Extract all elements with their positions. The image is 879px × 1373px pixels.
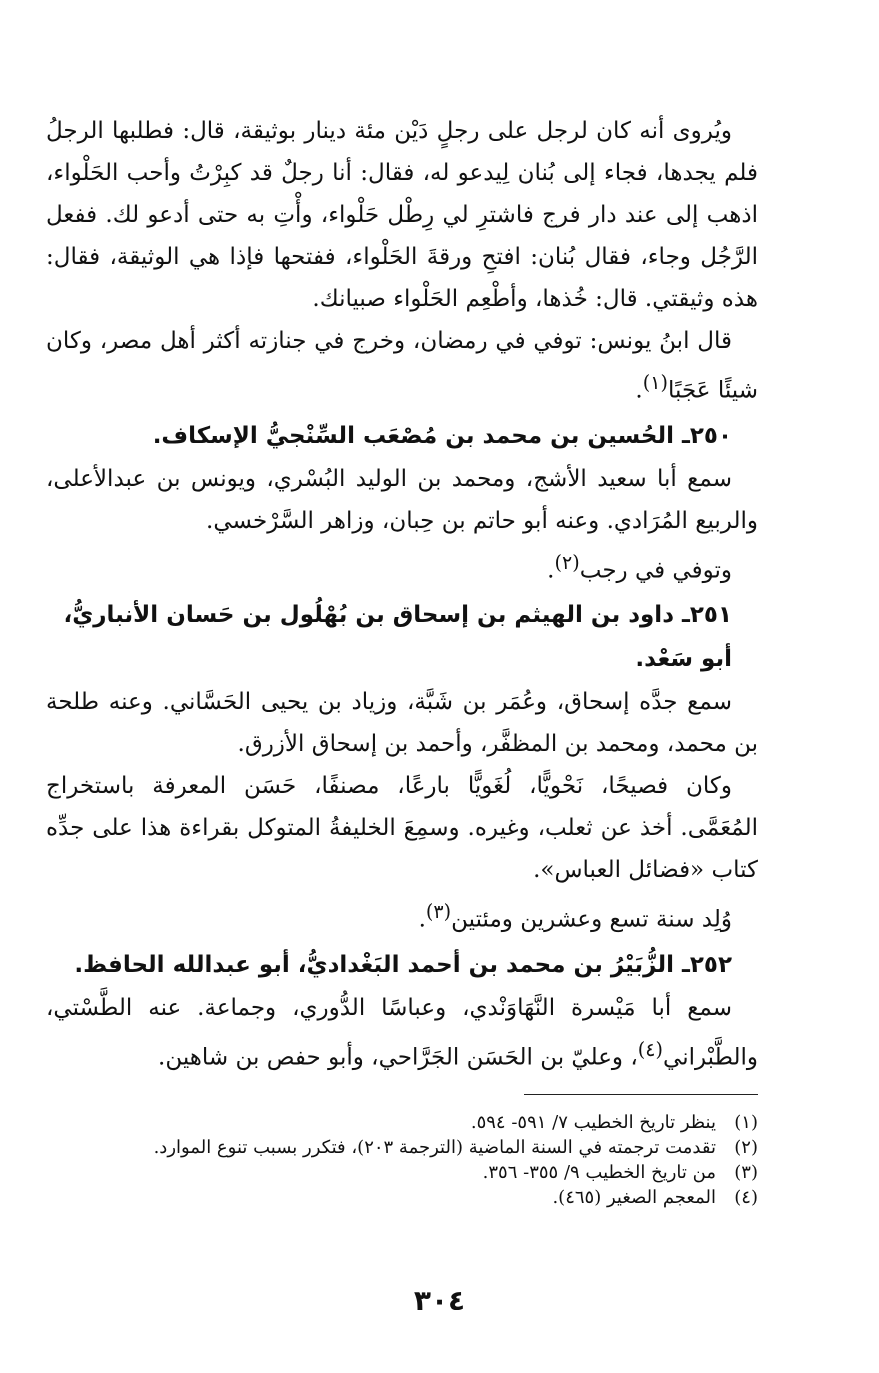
footnote-number: (٣) <box>734 1162 758 1183</box>
footnote-1 <box>46 1110 758 1135</box>
footnote-number: (٤) <box>734 1187 758 1208</box>
entry-heading-251: ٢٥١ـ داود بن الهيثم بن إسحاق بن بُهْلُول بن حَسان الأنباريُّ، أبو سَعْد. <box>63 602 732 673</box>
paragraph-text: وتوفي في رجب <box>579 557 732 584</box>
footnote-divider <box>524 1094 758 1095</box>
paragraph-252-teachers <box>46 987 758 1079</box>
paragraph-text: وُلِد سنة تسع وعشرين ومئتين <box>451 906 732 933</box>
footnote-ref-2[interactable]: (٢) <box>554 550 580 574</box>
footnote-4 <box>46 1185 758 1210</box>
paragraph-250-death: وتوفي في رجب$^{(٢)}$. <box>547 550 732 584</box>
footnote-2 <box>46 1135 758 1160</box>
paragraph-text: سمع أبا مَيْسرة النَّهَاوَنْدي، وعباسًا الدُّوري، وجماعة. عنه الطَّسْتي، والطَّبْراني <box>46 994 758 1071</box>
footnote-ref-4[interactable]: (٤) <box>637 1037 664 1061</box>
footnote-3 <box>46 1160 758 1185</box>
paragraph-bunan-story: ويُروى أنه كان لرجل على رجلٍ دَيْن مئة دينار بوثيقة، قال: فطلبها الرجلُ فلم يجدها، فجاء إلى بُنان لِيدعو له، فقال: أنا رجلٌ قد كبِرْتُ وأحب الحَلْواء، اذهب إلى عند دار فرج فاشترِ لي رِطْل حَلْواء، وأْتِ به حتى أدعو لك. ففعل الرَّجُل وجاء، فقال بُنان: افتحِ ورقةَ الحَلْواء، ففتحها فإذا هي الوثيقة، فقال: هذه وثيقتي. قال: خُذها، وأطْعِم الحَلْواء صبيانك. <box>46 118 758 312</box>
paragraph-251-teachers: سمع جدَّه إسحاق، وعُمَر بن شَبَّة، وزياد بن يحيى الحَسَّاني. وعنه طلحة بن محمد، ومحمد بن المظفَّر، وأحمد بن إسحاق الأزرق. <box>46 689 758 758</box>
footnote-ref-1[interactable]: (١) <box>642 371 668 394</box>
page-number: ٣٠٤ <box>413 1284 466 1317</box>
paragraph-251-birth: وُلِد سنة تسع وعشرين ومئتين$^{(٣)}$. <box>418 900 732 933</box>
footnote-text: ينظر تاريخ الخطيب ٧/ ٥٩١- ٥٩٤. <box>470 1112 716 1133</box>
footnote-text: تقدمت ترجمته في السنة الماضية (الترجمة ٢٠٣)، فتكرر بسبب تنوع الموارد. <box>153 1137 716 1158</box>
paragraph-text: قال ابنُ يونس: توفي في رمضان، وخرج في جنازته أكثر أهل مصر، وكان شيئًا عَجَبًا <box>46 328 758 404</box>
footnote-ref-3[interactable]: (٣) <box>425 900 452 924</box>
footnote-text: المعجم الصغير (٤٦٥). <box>552 1187 716 1208</box>
footnotes <box>46 1110 758 1210</box>
paragraph-250-teachers: سمع أبا سعيد الأشج، ومحمد بن الوليد البُسْري، ويونس بن عبدالأعلى، والربيع المُرَادي. وعنه أبو حاتم بن حِبان، وزاهر السَّرْخسي. <box>46 465 758 534</box>
paragraph-ibn-yunus: قال ابنُ يونس: توفي في رمضان، وخرج في جنازته أكثر أهل مصر، وكان شيئًا عَجَبًا$^{(١)}$. <box>46 328 758 404</box>
paragraph-text: ، وعليّ بن الحَسَن الجَرَّاحي، وأبو حفص بن شاهين. <box>158 1044 638 1071</box>
entry-heading-250: ٢٥٠ـ الحُسين بن محمد بن مُصْعَب السِّنْجيُّ الإسكاف. <box>152 422 732 449</box>
paragraph-251-description: وكان فصيحًا، نَحْويًّا، لُغَويًّا بارعًا، مصنفًا، حَسَن المعرفة باستخراج المُعَمَّى. أخذ عن ثعلب، وغيره. وسمِعَ الخليفةُ المتوكل بقراءة هذا على جدِّه كتاب «فضائل العباس». <box>46 773 758 884</box>
footnote-number: (٢) <box>734 1137 758 1158</box>
footnote-text: من تاريخ الخطيب ٩/ ٣٥٥- ٣٥٦. <box>482 1162 716 1183</box>
page-body <box>46 110 758 1079</box>
entry-heading-252: ٢٥٢ـ الزُّبَيْرُ بن محمد بن أحمد البَغْداديُّ، أبو عبدالله الحافظ. <box>74 951 732 978</box>
footnote-number: (١) <box>734 1112 758 1133</box>
